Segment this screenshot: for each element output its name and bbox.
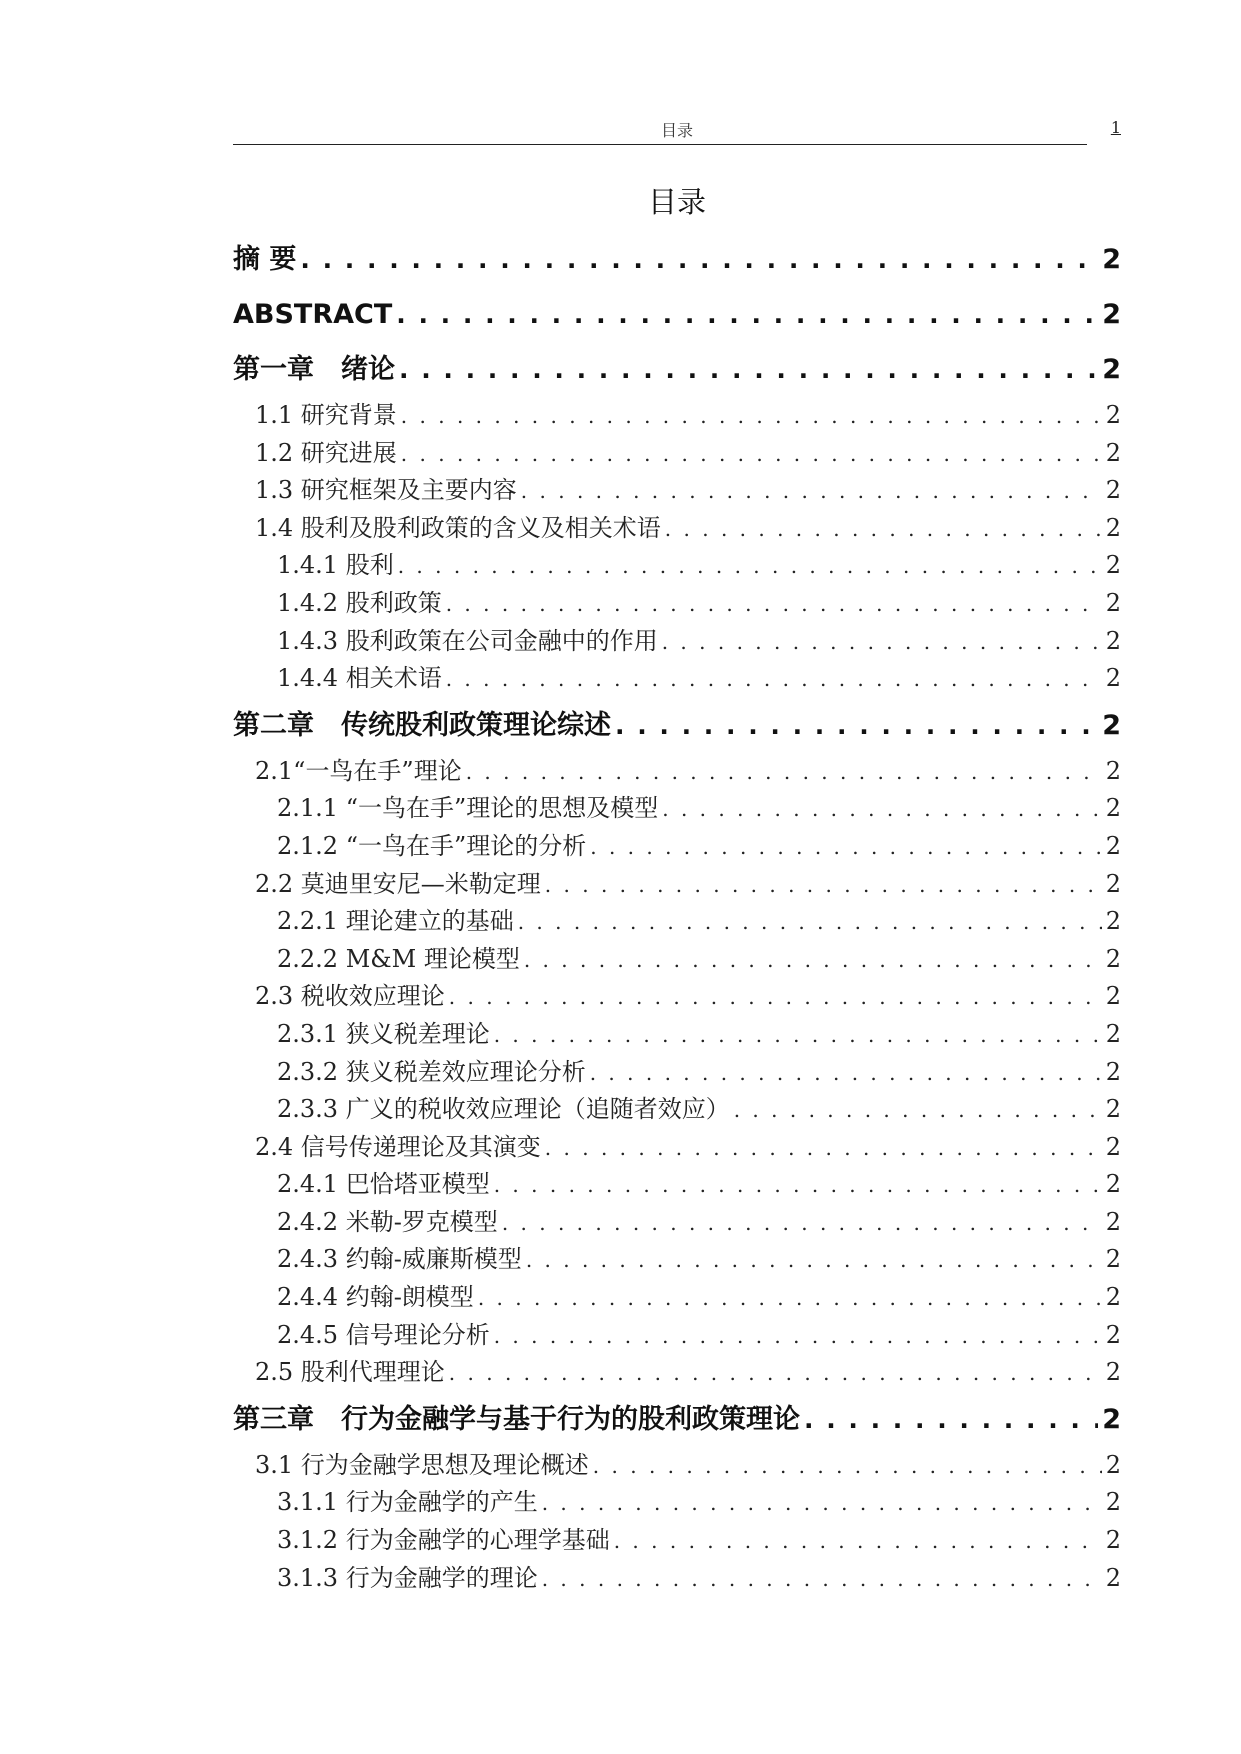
toc-entry-page: 2 — [1105, 513, 1121, 542]
toc-entry[interactable] — [233, 1129, 1121, 1167]
toc-entry-label: 2.4 信号传递理论及其演变 — [255, 1132, 541, 1161]
toc-entry[interactable] — [233, 287, 1121, 342]
toc-entry[interactable] — [233, 1522, 1121, 1560]
toc-entry-page: 2 — [1105, 1488, 1121, 1517]
toc-entry[interactable] — [233, 753, 1121, 791]
toc-leader-dots — [524, 942, 1102, 979]
toc-entry-label: 2.3.2 狭义税差效应理论分析 — [277, 1057, 586, 1086]
toc-entry[interactable] — [233, 1241, 1121, 1279]
toc-leader-dots — [542, 1561, 1102, 1598]
toc-entry[interactable] — [233, 1279, 1121, 1317]
toc-entry-label: 摘 要 — [233, 244, 297, 275]
toc-leader-dots — [593, 1448, 1102, 1485]
toc-leader-dots — [662, 624, 1102, 661]
toc-entry-page: 2 — [1105, 1132, 1121, 1161]
toc-leader-dots — [494, 1167, 1102, 1204]
toc-leader-dots — [545, 867, 1102, 904]
toc-leader-dots — [449, 979, 1102, 1016]
toc-leader-dots — [399, 342, 1098, 397]
toc-entry-page: 2 — [1105, 869, 1121, 898]
toc-leader-dots — [396, 287, 1098, 342]
toc-entry-page: 2 — [1105, 1320, 1121, 1349]
toc-entry[interactable] — [233, 978, 1121, 1016]
toc-leader-dots — [300, 232, 1098, 287]
toc-entry-label: 第一章 绪论 — [233, 354, 395, 385]
toc-entry[interactable] — [233, 1054, 1121, 1092]
toc-leader-dots — [401, 436, 1102, 473]
toc-entry[interactable] — [233, 1091, 1121, 1129]
toc-entry-label: 1.2 研究进展 — [255, 438, 397, 467]
toc-entry[interactable] — [233, 903, 1121, 941]
toc-leader-dots — [398, 548, 1102, 585]
toc-entry-page: 2 — [1105, 1245, 1121, 1274]
toc-leader-dots — [662, 791, 1101, 828]
toc-title: 目录 — [647, 185, 706, 219]
toc-entry-label: 2.3.1 狭义税差理论 — [277, 1019, 490, 1048]
toc-entry[interactable] — [233, 232, 1121, 287]
toc-entry-label: 3.1.2 行为金融学的心理学基础 — [277, 1526, 610, 1555]
header-title: 目录 — [660, 121, 693, 140]
toc-entry-label: 3.1 行为金融学思想及理论概述 — [255, 1450, 589, 1479]
toc-entry-page: 2 — [1102, 709, 1121, 741]
toc-leader-dots — [526, 1242, 1102, 1279]
toc-entry-page: 2 — [1105, 1563, 1121, 1592]
toc-leader-dots — [545, 1130, 1102, 1167]
toc-entry-label: 第三章 行为金融学与基于行为的股利政策理论 — [233, 1403, 800, 1435]
toc-leader-dots — [804, 1392, 1098, 1447]
toc-entry-page: 2 — [1105, 1207, 1121, 1236]
toc-entry-label: 1.1 研究背景 — [255, 401, 397, 429]
toc-entry-page: 2 — [1105, 551, 1121, 580]
toc-entry-label: 1.4.2 股利政策 — [277, 588, 442, 617]
toc-entry-page: 2 — [1105, 1170, 1121, 1199]
toc-entry-page: 2 — [1105, 1095, 1121, 1124]
toc-entry[interactable] — [233, 1560, 1121, 1598]
toc-entry[interactable] — [233, 547, 1121, 585]
toc-entry-page: 2 — [1105, 438, 1121, 467]
toc-entry-page: 2 — [1105, 588, 1121, 617]
toc-entry-page: 2 — [1105, 401, 1121, 429]
toc-entry-label: 2.4.5 信号理论分析 — [277, 1320, 490, 1349]
toc-entry-label: 2.1.2 “一鸟在手”理论的分析 — [277, 831, 587, 860]
toc-leader-dots — [494, 1318, 1102, 1355]
toc-entry-label: 2.2.1 理论建立的基础 — [277, 907, 514, 936]
toc-leader-dots — [502, 1205, 1102, 1242]
toc-leader-dots — [401, 398, 1102, 435]
toc-entry[interactable] — [233, 585, 1121, 623]
toc-entry[interactable] — [233, 660, 1121, 698]
toc-entry-page: 2 — [1105, 476, 1121, 505]
toc-entry[interactable] — [233, 941, 1121, 979]
toc-leader-dots — [590, 829, 1101, 866]
toc-entry-page: 2 — [1105, 907, 1121, 936]
toc-entry-label: 2.2.2 M&M 理论模型 — [277, 944, 520, 973]
toc-entry[interactable] — [233, 1317, 1121, 1355]
toc-entry[interactable] — [233, 472, 1121, 510]
toc-leader-dots — [518, 904, 1102, 941]
toc-entry[interactable] — [233, 790, 1121, 828]
toc-leader-dots — [446, 661, 1102, 698]
toc-entry-page: 2 — [1105, 1526, 1121, 1555]
toc-entry-label: 1.4.4 相关术语 — [277, 664, 442, 693]
toc-entry[interactable] — [233, 828, 1121, 866]
toc-leader-dots — [478, 1280, 1102, 1317]
toc-entry[interactable] — [233, 397, 1121, 435]
toc-entry-label: 2.4.3 约翰-威廉斯模型 — [277, 1245, 522, 1274]
toc-entry-label: 2.5 股利代理理论 — [255, 1358, 445, 1387]
toc-entry-label: ABSTRACT — [233, 299, 393, 330]
toc-entry-label: 2.3.3 广义的税收效应理论（追随者效应） — [277, 1095, 730, 1124]
toc-entry-page: 2 — [1105, 1019, 1121, 1048]
toc-entry-label: 1.3 研究框架及主要内容 — [255, 476, 517, 505]
header-page-number: 1 — [1110, 118, 1121, 137]
toc-leader-dots — [521, 473, 1102, 510]
toc-entry[interactable] — [233, 1447, 1121, 1485]
toc-leader-dots — [665, 511, 1102, 548]
toc-leader-dots — [615, 698, 1098, 753]
toc-entry-page: 2 — [1105, 756, 1121, 785]
toc-entry[interactable] — [233, 1354, 1121, 1392]
toc-entry[interactable] — [233, 866, 1121, 904]
toc-leader-dots — [449, 1355, 1102, 1392]
toc-entry-label: 2.4.1 巴恰塔亚模型 — [277, 1170, 490, 1199]
toc-entry-page: 2 — [1105, 794, 1121, 823]
toc-leader-dots — [446, 586, 1102, 623]
toc-entry-label: 2.3 税收效应理论 — [255, 982, 445, 1011]
toc-leader-dots — [590, 1055, 1102, 1092]
toc-entry-label: 1.4.3 股利政策在公司金融中的作用 — [277, 626, 658, 655]
toc-leader-dots — [734, 1092, 1102, 1129]
toc-entry[interactable] — [233, 510, 1121, 548]
toc-entry-page: 2 — [1105, 664, 1121, 693]
toc-entry[interactable] — [233, 1166, 1121, 1204]
toc-entry-page: 2 — [1105, 626, 1121, 655]
toc-entry[interactable] — [233, 1204, 1121, 1242]
toc-entry-label: 1.4 股利及股利政策的含义及相关术语 — [255, 513, 661, 542]
toc-entry[interactable] — [233, 1016, 1121, 1054]
toc-entry-page: 2 — [1105, 944, 1121, 973]
toc-entry-label: 2.1.1 “一鸟在手”理论的思想及模型 — [277, 794, 659, 823]
toc-entry-label: 3.1.3 行为金融学的理论 — [277, 1563, 538, 1592]
toc-entry-label: 3.1.1 行为金融学的产生 — [277, 1488, 538, 1517]
toc-leader-dots — [614, 1523, 1102, 1560]
toc-entry-page: 2 — [1105, 1450, 1121, 1479]
toc-entry[interactable] — [233, 1484, 1121, 1522]
toc-leader-dots — [494, 1017, 1102, 1054]
toc-entry-page: 2 — [1105, 1358, 1121, 1387]
table-of-contents — [233, 232, 1121, 1597]
toc-entry-page: 2 — [1102, 299, 1121, 330]
toc-entry[interactable] — [233, 623, 1121, 661]
toc-entry-page: 2 — [1102, 354, 1121, 385]
toc-leader-dots — [542, 1485, 1102, 1522]
toc-entry-label: 2.1“一鸟在手”理论 — [255, 756, 462, 785]
toc-entry-label: 2.2 莫迪里安尼—米勒定理 — [255, 869, 541, 898]
header-rule — [233, 144, 1087, 145]
toc-entry[interactable] — [233, 435, 1121, 473]
toc-leader-dots — [466, 754, 1102, 791]
toc-entry[interactable] — [233, 342, 1121, 397]
toc-entry-page: 2 — [1105, 982, 1121, 1011]
toc-entry-page: 2 — [1105, 1057, 1121, 1086]
toc-entry-page: 2 — [1102, 1403, 1121, 1435]
toc-entry[interactable] — [233, 698, 1121, 753]
toc-entry-page: 2 — [1105, 831, 1121, 860]
toc-entry-label: 第二章 传统股利政策理论综述 — [233, 709, 611, 741]
toc-entry-page: 2 — [1102, 244, 1121, 275]
toc-entry-label: 2.4.2 米勒-罗克模型 — [277, 1207, 498, 1236]
toc-entry-page: 2 — [1105, 1283, 1121, 1312]
toc-entry-label: 1.4.1 股利 — [277, 551, 394, 580]
toc-entry[interactable] — [233, 1392, 1121, 1447]
toc-entry-label: 2.4.4 约翰-朗模型 — [277, 1283, 474, 1312]
